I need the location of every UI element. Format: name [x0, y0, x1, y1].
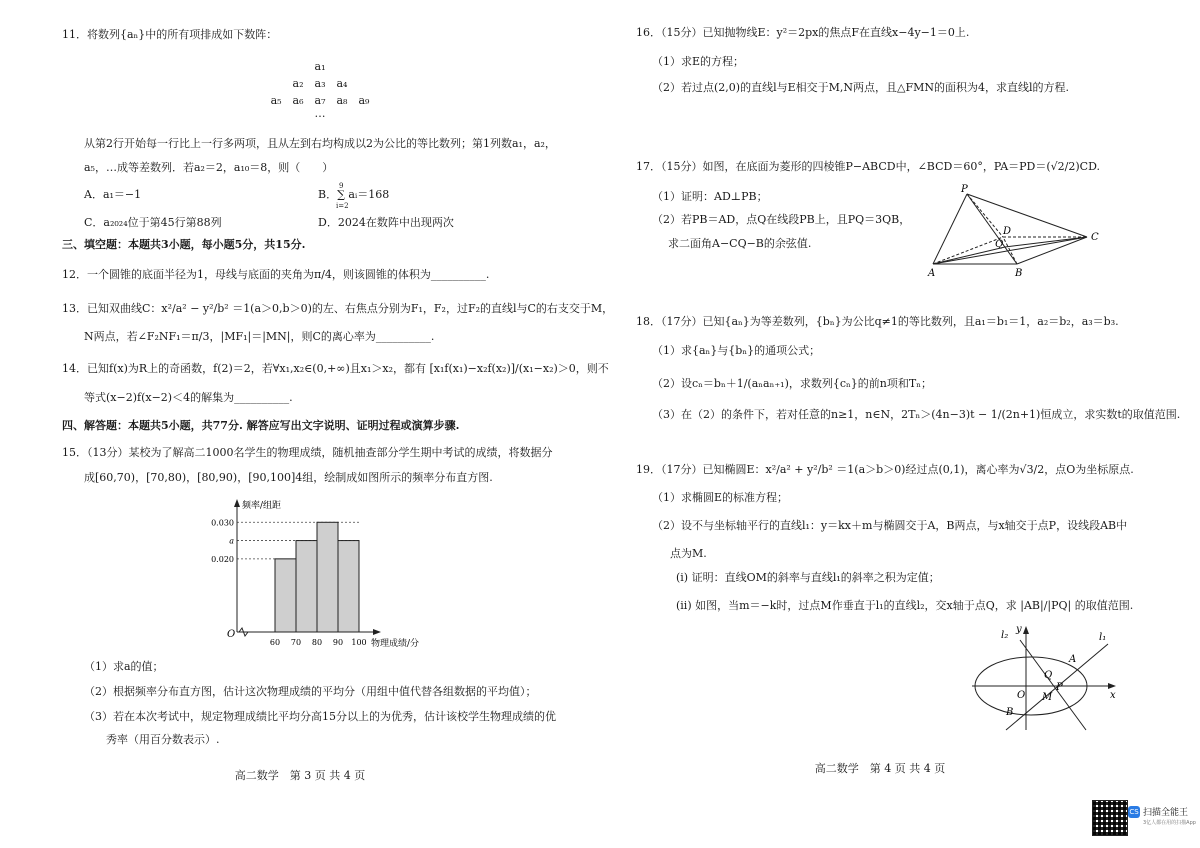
- q11-option-c: C．a₂₀₂₄位于第45行第88列: [84, 216, 222, 229]
- q13-line2: N两点，若∠F₂NF₁＝π/3，|MF₁|＝|MN|，则C的离心率为__________.: [84, 330, 435, 343]
- histogram-bar: [275, 559, 296, 632]
- label-l1: l₁: [1099, 632, 1107, 643]
- q11-option-b-sub: i=2: [336, 202, 349, 210]
- q16: 16．（15分）已知抛物线E：y²＝2px的焦点F在直线x−4y−1＝0上.: [636, 26, 970, 39]
- x-tick-label: 60: [269, 638, 281, 647]
- histogram-bar: [338, 541, 359, 632]
- line-bd: [1003, 237, 1017, 264]
- label-m: M: [1042, 692, 1053, 703]
- q19-sub2a: （2）设不与坐标轴平行的直线l₁：y＝kx＋m与椭圆交于A，B两点，与x轴交于点P，设线段AB中: [652, 519, 1128, 532]
- page-footer-left: 高二数学 第 3 页 共 4 页: [234, 769, 366, 782]
- pyramid-figure: [925, 182, 1105, 280]
- label-d: D: [1003, 226, 1012, 237]
- section-4-heading: 四、解答题：本题共5小题，共77分. 解答应写出文字说明、证明过程或演算步骤.: [62, 419, 460, 432]
- q18: 18．（17分）已知{aₙ}为等差数列，{bₙ}为公比q≠1的等比数列，且a₁＝b₁＝1，a₂＝b₂，a₃＝b₃.: [636, 315, 1119, 328]
- edge-pa: [933, 194, 967, 264]
- q11-stem: 11．将数列{aₙ}中的所有项排成如下数阵：: [62, 28, 278, 41]
- x-axis-arrow: [373, 629, 381, 635]
- label-c: C: [1091, 232, 1099, 243]
- edge-ad: [933, 237, 1003, 264]
- scanner-watermark: [1128, 802, 1196, 832]
- q17: 17．（15分）如图，在底面为菱形的四棱锥P−ABCD中，∠BCD＝60°，PA＝PD＝(√2/2)CD.: [636, 160, 1101, 173]
- x-tick-label: 80: [311, 638, 323, 647]
- y-tick-label: a: [229, 536, 234, 546]
- q11-option-d: D．2024在数阵中出现两次: [318, 216, 454, 229]
- q11-dots: …: [314, 107, 326, 120]
- q19: 19．（17分）已知椭圆E：x²/a² + y²/b² ＝1(a＞b＞0)经过点(0,1)，离心率为√3/2，点O为坐标原点.: [636, 463, 1134, 476]
- q17-sub2: （2）若PB＝AD，点Q在线段PB上，且PQ＝3QB，: [652, 213, 911, 226]
- q15-sub3a: （3）若在本次考试中，规定物理成绩比平均分高15分以上的为优秀，估计该校学生物理成绩的优: [84, 710, 556, 723]
- q16-sub2: （2）若过点(2,0)的直线l与E相交于M,N两点，且△FMN的面积为4，求直线l的方程.: [652, 81, 1069, 94]
- q19-sub1: （1）求椭圆E的标准方程；: [652, 491, 789, 504]
- q15-line2: 成[60,70)，[70,80)，[80,90)，[90,100]4组，绘制成如图所示的频率分布直方图.: [84, 471, 493, 484]
- q11-row2: a₂ a₃ a₄: [292, 77, 348, 90]
- q15-sub3b: 秀率（用百分数表示）.: [106, 733, 220, 746]
- histogram-bars: [275, 522, 359, 632]
- q15-sub1: （1）求a的值；: [84, 660, 164, 673]
- q11-option-b-sup: 9: [339, 182, 344, 190]
- q11-body1: 从第2行开始每一行比上一行多两项，且从左到右均构成以2为公比的等比数列；第1列数a₁，a₂，: [84, 137, 556, 150]
- y-axis-arrow: [234, 499, 240, 507]
- label-l2: l₂: [1001, 630, 1009, 641]
- label-p: P: [1056, 682, 1063, 693]
- page-4: [600, 0, 1200, 848]
- y-tick-label: 0.030: [211, 518, 234, 528]
- label-x: x: [1110, 690, 1116, 701]
- histogram-bar: [317, 522, 338, 632]
- q11-body2: a₅，…成等差数列．若a₂＝2，a₁₀＝8，则（ ）: [84, 161, 334, 174]
- q19-sub2b: 点为M.: [670, 547, 707, 560]
- ellipse-figure: [968, 622, 1123, 734]
- x-tick-label: 100: [351, 638, 367, 647]
- q11-row3: a₅ a₆ a₇ a₈ a₉: [270, 94, 370, 107]
- q15-sub2: （2）根据频率分布直方图，估计这次物理成绩的平均分（用组中值代替各组数据的平均值）；: [84, 685, 537, 698]
- label-b: B: [1006, 707, 1014, 718]
- label-a: A: [928, 268, 936, 279]
- scanner-logo-icon: CS: [1129, 808, 1139, 816]
- q11-option-a: A．a₁＝−1: [84, 188, 142, 201]
- histogram-bar: [296, 541, 317, 632]
- x-tick-labels: [270, 638, 367, 647]
- edge-pc: [967, 194, 1087, 237]
- x-tick-label: 90: [332, 638, 344, 647]
- origin-label: O: [227, 629, 236, 640]
- section-3-heading: 三、填空题：本题共3小题，每小题5分，共15分.: [62, 238, 306, 251]
- q11-row1: a₁: [314, 60, 326, 73]
- q18-sub2: （2）设cₙ＝bₙ＋1/(aₙaₙ₊₁)，求数列{cₙ}的前n项和Tₙ；: [652, 377, 932, 390]
- q13-line1: 13．已知双曲线C：x²/a² − y²/b² ＝1(a＞0,b＞0)的左、右焦点分别为F₁，F₂，过F₂的直线l与C的右支交于M，: [62, 302, 614, 315]
- page-footer-right: 高二数学 第 4 页 共 4 页: [814, 762, 946, 775]
- x-tick-label: 70: [290, 638, 302, 647]
- q16-sub1: （1）求E的方程；: [652, 55, 745, 68]
- q19-part-ii: (ii) 如图，当m＝−k时，过点M作垂直于l₁的直线l₂，交x轴于点Q，求 |AB|/|PQ| 的取值范围.: [676, 599, 1134, 612]
- qr-code-icon: [1092, 800, 1128, 836]
- label-y: y: [1016, 624, 1022, 635]
- q14-line1: 14．已知f(x)为R上的奇函数，f(2)＝2，若∀x₁,x₂∈(0,+∞)且x₁＞x₂，都有 [x₁f(x₁)−x₂f(x₂)]/(x₁−x₂)＞0，则不: [62, 362, 609, 375]
- label-a: A: [1069, 654, 1077, 665]
- y-axis-label: 频率/组距: [242, 501, 282, 511]
- q17-sub1: （1）证明：AD⊥PB；: [652, 190, 768, 203]
- q15-line1: 15．（13分）某校为了解高二1000名学生的物理成绩，随机抽查部分学生期中考试的成绩，将数据分: [62, 446, 553, 459]
- label-q: Q: [1044, 670, 1053, 681]
- scanner-brand-name: 扫描全能王: [1143, 808, 1189, 818]
- frequency-histogram: [205, 494, 465, 652]
- q18-sub3: （3）在（2）的条件下，若对任意的n≥1，n∈N，2Tₙ＞(4n−3)t − 1/(2n+1)恒成立，求实数t的取值范围.: [652, 408, 1181, 421]
- y-tick-labels: [211, 518, 234, 564]
- y-axis-arrow: [1023, 626, 1029, 634]
- x-axis-arrow: [1108, 683, 1116, 689]
- label-p: P: [961, 184, 968, 195]
- q17-sub2b: 求二面角A−CQ−B的余弦值.: [668, 237, 812, 250]
- q19-part-i: (i) 证明：直线OM的斜率与直线l₁的斜率之积为定值；: [676, 571, 940, 584]
- label-o: O: [1017, 690, 1026, 701]
- label-q: Q: [995, 239, 1004, 250]
- q18-sub1: （1）求{aₙ}与{bₙ}的通项公式；: [652, 344, 821, 357]
- q14-line2: 等式(x−2)f(x−2)＜4的解集为__________.: [84, 391, 293, 404]
- x-axis-label: 物理成绩/分: [371, 639, 420, 649]
- scanner-brand-tagline: 3亿人都在用的扫描App: [1143, 820, 1196, 826]
- q12: 12．一个圆锥的底面半径为1，母线与底面的夹角为π/4，则该圆锥的体积为__________.: [62, 268, 490, 281]
- y-tick-label: 0.020: [211, 554, 234, 564]
- label-b: B: [1015, 268, 1023, 279]
- q11-option-b: B．∑ aᵢ＝168: [318, 188, 390, 201]
